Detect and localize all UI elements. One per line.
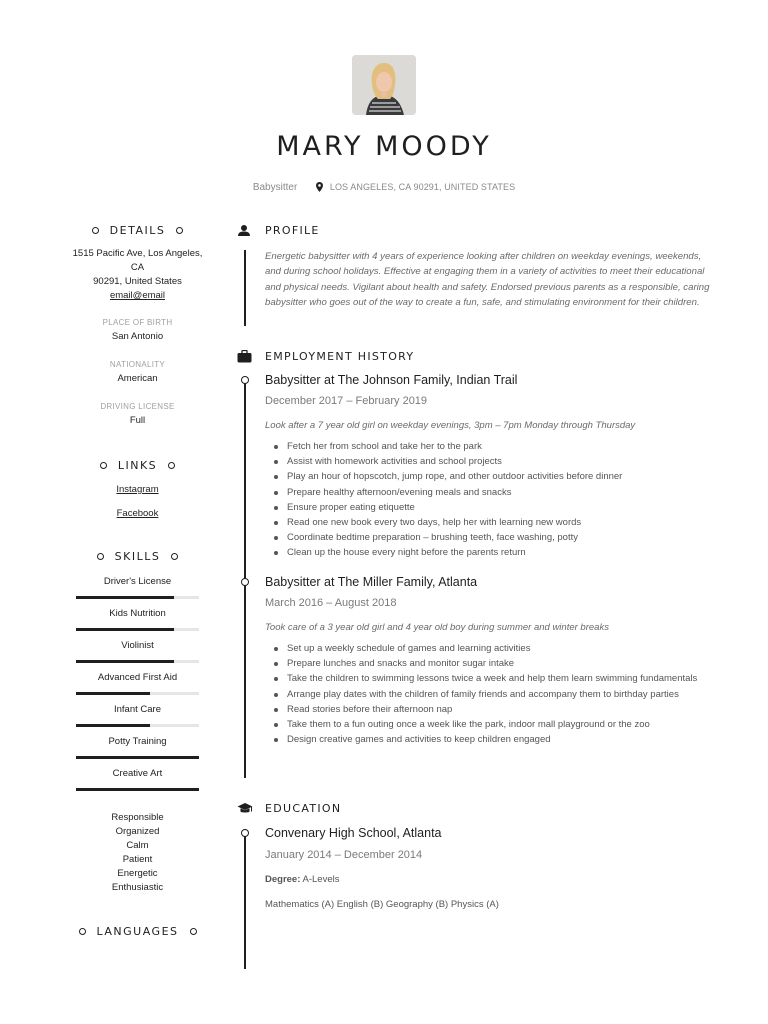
place-of-birth-label: PLACE OF BIRTH (102, 318, 173, 327)
heading-dot-icon (168, 462, 175, 469)
skill-level-fill (76, 788, 199, 791)
subtitle-line (0, 182, 768, 195)
links-heading-text: LINKS (117, 458, 158, 472)
list-item: Ensure proper eating etiquette (272, 500, 712, 515)
skill-level-bar (76, 628, 199, 631)
heading-dot-icon (190, 928, 197, 935)
skill-level-fill (76, 596, 174, 599)
graduation-cap-icon (237, 802, 253, 816)
list-item: Play an hour of hopscotch, jump rope, and other outdoor activities before dinner (272, 469, 712, 484)
list-item: Set up a weekly schedule of games and learning activities (272, 641, 712, 656)
job-description-2: Took care of a 3 year old girl and 4 year old boy during summer and winter breaks (265, 622, 609, 633)
email-link[interactable]: email@email (109, 290, 166, 301)
skill-level-bar (76, 756, 199, 759)
heading-dot-icon (171, 553, 178, 560)
skill-name: Advanced First Aid (97, 672, 178, 683)
skill-level-bar (76, 660, 199, 663)
school-title: Convenary High School, Atlanta (265, 826, 442, 840)
skill-item (76, 671, 199, 695)
languages-heading-text: LANGUAGES (96, 924, 179, 938)
timeline-node (241, 376, 249, 384)
skill-name: Kids Nutrition (109, 608, 166, 619)
skill-level-fill (76, 692, 150, 695)
heading-dot-icon (97, 553, 104, 560)
address-line-1: 1515 Pacific Ave, Los Angeles, CA (72, 248, 203, 273)
job-bullets-2 (272, 641, 712, 747)
skill-item (76, 767, 199, 791)
place-of-birth-value: San Antonio (111, 331, 164, 342)
skills-heading-text: SKILLS (114, 549, 161, 563)
skill-name: Creative Art (112, 768, 163, 779)
list-item: Prepare healthy afternoon/evening meals and snacks (272, 485, 712, 500)
degree-value: A-Levels (302, 874, 340, 885)
timeline-node (241, 578, 249, 586)
details-heading (66, 220, 209, 240)
list-item: Arrange play dates with the children of family friends and accompany them to birthday parties (272, 687, 712, 702)
skill-level-bar (76, 788, 199, 791)
heading-dot-icon (176, 227, 183, 234)
address-line-2: 90291, United States (93, 276, 182, 287)
list-item: Read stories before their afternoon nap (272, 702, 712, 717)
list-item: Take them to a fun outing once a week like the park, indoor mall playground or the zoo (272, 717, 712, 732)
list-item: Read one new book every two days, help her with learning new words (272, 515, 712, 530)
trait-item: Responsible (111, 812, 164, 823)
skill-level-fill (76, 660, 174, 663)
list-item: Design creative games and activities to keep children engaged (272, 732, 712, 747)
job-description-1: Look after a 7 year old girl on weekday evenings, 3pm – 7pm Monday through Thursday (265, 420, 636, 431)
skill-level-fill (76, 724, 150, 727)
profile-photo (352, 55, 416, 115)
job-bullets-1 (272, 439, 712, 561)
skill-name: Violinist (121, 640, 154, 651)
skill-level-fill (76, 628, 174, 631)
skills-heading (66, 546, 209, 566)
nationality-value: American (117, 373, 158, 384)
skill-level-fill (76, 756, 199, 759)
link-instagram[interactable]: Instagram (116, 484, 159, 495)
skill-name: Potty Training (108, 736, 167, 747)
candidate-name: MARY MOODY (276, 131, 492, 162)
timeline-line-education (244, 829, 246, 969)
driving-license-value: Full (129, 415, 146, 426)
job-title: Babysitter (252, 182, 298, 193)
trait-item: Enthusiastic (111, 882, 164, 893)
list-item: Prepare lunches and snacks and monitor sugar intake (272, 656, 712, 671)
skill-item (76, 735, 199, 759)
skill-name: Driver's License (103, 576, 172, 587)
job-dates-1: December 2017 – February 2019 (265, 395, 428, 407)
employment-heading: EMPLOYMENT HISTORY (265, 350, 415, 363)
left-column (66, 220, 209, 941)
location-pin-icon (316, 182, 323, 195)
skill-item (76, 639, 199, 663)
school-dates: January 2014 – December 2014 (265, 849, 423, 861)
job-dates-2: March 2016 – August 2018 (265, 597, 397, 609)
driving-license-label: DRIVING LICENSE (100, 402, 175, 411)
details-heading-text: DETAILS (109, 223, 166, 237)
degree-line (265, 874, 339, 885)
heading-dot-icon (92, 227, 99, 234)
heading-dot-icon (79, 928, 86, 935)
skill-item (76, 607, 199, 631)
skill-level-bar (76, 724, 199, 727)
skill-item (76, 575, 199, 599)
profile-heading: PROFILE (265, 224, 320, 237)
degree-label: Degree: (265, 874, 301, 885)
person-icon (237, 224, 253, 238)
link-facebook[interactable]: Facebook (116, 508, 159, 519)
skill-name: Infant Care (114, 704, 161, 715)
skill-level-bar (76, 596, 199, 599)
links-heading (66, 455, 209, 475)
heading-dot-icon (100, 462, 107, 469)
briefcase-icon (237, 350, 253, 364)
location-text: LOS ANGELES, CA 90291, UNITED STATES (329, 182, 516, 192)
trait-item: Patient (122, 854, 153, 865)
timeline-line-profile (244, 250, 246, 326)
trait-item: Organized (115, 826, 160, 837)
skill-item (76, 703, 199, 727)
trait-item: Energetic (117, 868, 158, 879)
skill-level-bar (76, 692, 199, 695)
subjects-line: Mathematics (A) English (B) Geography (B) Physics (A) (265, 899, 499, 910)
nationality-label: NATIONALITY (109, 360, 166, 369)
list-item: Assist with homework activities and school projects (272, 454, 712, 469)
job-title-2: Babysitter at The Miller Family, Atlanta (265, 575, 478, 589)
list-item: Clean up the house every night before the parents return (272, 545, 712, 560)
profile-text: Energetic babysitter with 4 years of experience looking after children on weekday evenings, weekends, and during school holidays. Effective at engaging them in a variety of activities to meet their educational and physical needs. Vigilant about health and safety. Endorsed previous parents as a responsible, caring babysitter who goes out of the way to create a fun, safe, and stimulating environment for their children. (265, 251, 710, 309)
job-title-1: Babysitter at The Johnson Family, Indian Trail (265, 373, 518, 387)
list-item: Take the children to swimming lessons twice a week and help them learn swimming fundamentals (272, 671, 712, 686)
list-item: Fetch her from school and take her to the park (272, 439, 712, 454)
timeline-node (241, 829, 249, 837)
trait-item: Calm (126, 840, 149, 851)
list-item: Coordinate bedtime preparation – brushing teeth, face washing, potty (272, 530, 712, 545)
languages-heading (66, 921, 209, 941)
education-heading: EDUCATION (265, 802, 342, 815)
